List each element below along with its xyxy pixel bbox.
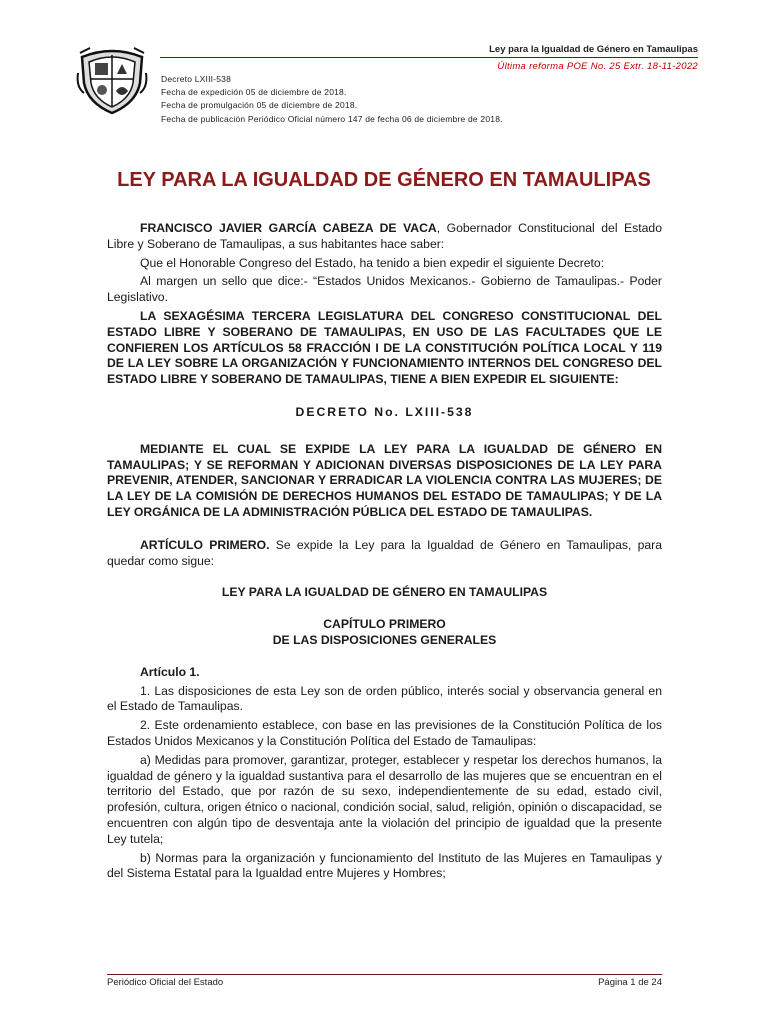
chapter-heading: CAPÍTULO PRIMERO [323,617,446,632]
article-1-item-b: b) Normas para la organización y funcionamiento del Instituto de las Mujeres en Tamaulipas y del Sistema Estatal para la Igualdad entre Mujeres y Hombres; [107,850,662,881]
footer-publication: Periódico Oficial del Estado [107,977,224,988]
page-number: Página 1 de 24 [598,977,662,988]
article-1-item-a: a) Medidas para promover, garantizar, proteger, establecer y respetar los derechos humanos, la igualdad de género y la igualdad sustantiva para el desarrollo de las mujeres que se encuentran en el territorio del Estado, que por razón de su sexo, independientemente de su edad, estado civil, profesión, cultura, origen étnico o nacional, condición social, salud, religión, opinión o discapacidad, se encuentren con algún tipo de desventaja ante la violación del principio de igualdad que la presente Ley tutela; [107,752,662,846]
publication-date: Fecha de publicación Periódico Oficial número 147 de fecha 06 de diciembre de 2018. [161,113,503,124]
governor-paragraph [107,221,662,253]
article-primero-paragraph [107,538,662,570]
seal-paragraph: Al margen un sello que dice:- “Estados Unidos Mexicanos.- Gobierno de Tamaulipas.- Poder Legislativo. [107,274,662,305]
decree-heading: DECRETO No. LXIII-538 [295,404,474,419]
mediante-paragraph: MEDIANTE EL CUAL SE EXPIDE LA LEY PARA LA IGUALDAD DE GÉNERO EN TAMAULIPAS; Y SE REFORMAN Y ADICIONAN DIVERSAS DISPOSICIONES DE LA LEY PARA PREVENIR, ATENDER, SANCIONAR Y ERRADICAR LA VIOLENCIA CONTRA LAS MUJERES; DE LA LEY DE LA COMISIÓN DE DERECHOS HUMANOS DEL ESTADO DE TAMAULIPAS; Y DE LA LEY ORGÁNICA DE LA ADMINISTRACIÓN PÚBLICA DEL ESTADO DE TAMAULIPAS. [107,441,662,519]
article-1-heading: Artículo 1. [140,664,200,679]
article-1-paragraph-1: 1. Las disposiciones de esta Ley son de orden público, interés social y observancia general en el Estado de Tamaulipas. [107,683,662,714]
article-primero-label: ARTÍCULO PRIMERO. [140,537,270,552]
legislature-paragraph: LA SEXAGÉSIMA TERCERA LEGISLATURA DEL CONGRESO CONSTITUCIONAL DEL ESTADO LIBRE Y SOBERANO DE TAMAULIPAS, EN USO DE LAS FACULTADES QUE LE CONFIEREN LOS ARTÍCULOS 58 FRACCIÓN I DE LA CONSTITUCIÓN POLÍTICA LOCAL Y 119 DE LA LEY SOBRE LA ORGANIZACIÓN Y FUNCIONAMIENTO INTERNOS DEL CONGRESO DEL ESTADO LIBRE Y SOBERANO DE TAMAULIPAS, TIENE A BIEN EXPEDIR EL SIGUIENTE: [107,308,662,387]
governor-text: , Gobernador Constitucional del Estado Libre y Soberano de Tamaulipas, a sus habitantes hace saber: [107,221,662,251]
header-rule [160,57,698,58]
coat-of-arms-icon [76,43,148,115]
document-body [107,221,662,885]
decree-number: Decreto LXIII-538 [161,74,232,84]
footer-rule [107,974,662,975]
article-1-paragraph-2: 2. Este ordenamiento establece, con base en las previsiones de la Constitución Política de los Estados Unidos Mexicanos y la Constitución Política del Estado de Tamaulipas: [107,718,662,748]
document-title: LEY PARA LA IGUALDAD DE GÉNERO EN TAMAULIPAS [117,169,651,191]
issue-date: Fecha de expedición 05 de diciembre de 2018. [161,87,347,98]
promulgation-date: Fecha de promulgación 05 de diciembre de 2018. [161,100,358,111]
article-primero-text: Se expide la Ley para la Igualdad de Género en Tamaulipas, para quedar como sigue: [107,537,662,568]
decree-metadata [161,73,503,126]
law-heading: LEY PARA LA IGUALDAD DE GÉNERO EN TAMAULIPAS [221,585,548,600]
congress-paragraph: Que el Honorable Congreso del Estado, ha tenido a bien expedir el siguiente Decreto: [140,255,605,270]
governor-name: FRANCISCO JAVIER GARCÍA CABEZA DE VACA [140,221,437,235]
running-title: Ley para la Igualdad de Género en Tamaulipas [489,44,698,55]
last-reform-note: Última reforma POE No. 25 Extr. 18-11-2022 [497,61,698,72]
chapter-subheading: DE LAS DISPOSICIONES GENERALES [272,632,497,647]
